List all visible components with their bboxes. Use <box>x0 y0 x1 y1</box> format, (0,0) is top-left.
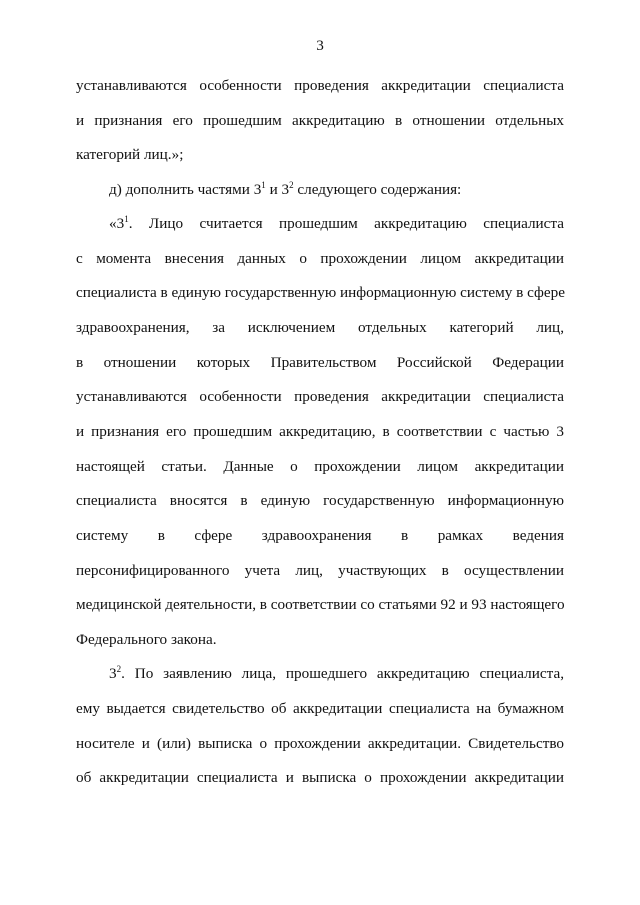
text-fragment: д) дополнить частями <box>109 181 254 198</box>
text-line: устанавливаются особенности проведения аккредитации специалиста <box>76 77 564 94</box>
part-3-2-first-line <box>109 664 564 684</box>
text-fragment: 3 <box>109 665 117 682</box>
text-line: категорий лиц.»; <box>76 146 184 163</box>
text-fragment: . Лицо считается прошедшим аккредитацию специалиста <box>128 215 564 232</box>
page-number: 3 <box>316 37 324 54</box>
text-line: Федерального закона. <box>76 631 217 648</box>
text-fragment: 3 <box>281 181 290 198</box>
superscript: 2 <box>116 664 122 674</box>
text-line: настоящей статьи. Данные о прохождении лицом аккредитации <box>76 458 564 475</box>
text-line: медицинской деятельности, в соответствии со статьями 92 и 93 настоящего <box>76 596 565 613</box>
text-fragment: . По заявлению лица, прошедшего аккредитацию специалиста, <box>121 665 564 682</box>
text-line: и признания его прошедшим аккредитацию в отношении отдельных <box>76 112 564 129</box>
text-line: и признания его прошедшим аккредитацию, в соответствии с частью 3 <box>76 423 564 440</box>
text-line: здравоохранения, за исключением отдельных категорий лиц, <box>76 319 564 336</box>
text-line: систему в сфере здравоохранения в рамках ведения <box>76 527 564 544</box>
text-line: специалиста вносятся в единую государственную информационную <box>76 492 564 509</box>
text-line: в отношении которых Правительством Российской Федерации <box>76 354 564 371</box>
superscript: 1 <box>261 180 266 190</box>
text-line: ему выдается свидетельство об аккредитации специалиста на бумажном <box>76 700 564 717</box>
text-fragment: следующего содержания: <box>293 181 462 198</box>
text-line: устанавливаются особенности проведения аккредитации специалиста <box>76 388 564 405</box>
text-fragment: и <box>265 181 282 198</box>
superscript: 1 <box>124 214 129 224</box>
subclause-d-line <box>109 180 564 200</box>
text-fragment: «3 <box>109 215 125 232</box>
text-line: с момента внесения данных о прохождении лицом аккредитации <box>76 250 564 267</box>
superscript: 2 <box>289 180 294 190</box>
text-line: специалиста в единую государственную информационную систему в сфере <box>76 284 565 301</box>
text-line: носителе и (или) выписка о прохождении аккредитации. Свидетельство <box>76 735 564 752</box>
part-3-1-first-line <box>109 214 564 234</box>
text-fragment: 3 <box>253 181 262 198</box>
text-line: об аккредитации специалиста и выписка о прохождении аккредитации <box>76 769 564 786</box>
text-line: персонифицированного учета лиц, участвующих в осуществлении <box>76 562 564 579</box>
